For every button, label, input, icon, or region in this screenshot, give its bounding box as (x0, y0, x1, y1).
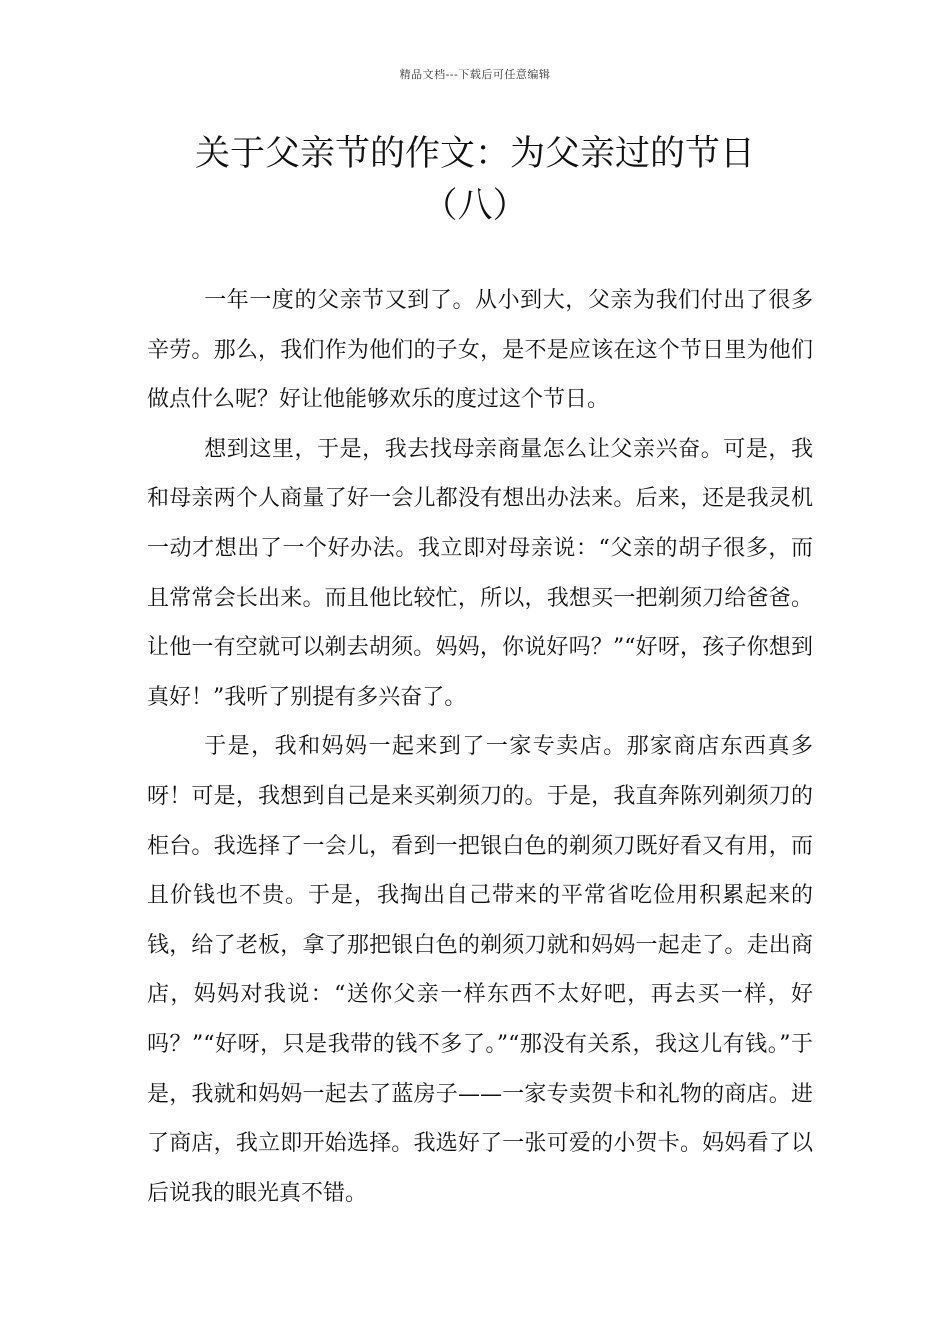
document-title (100, 128, 850, 232)
header-note: 精品文档---下载后可任意编辑 (399, 68, 551, 81)
paragraph-1: 一年一度的父亲节又到了。从小到大，父亲为我们付出了很多辛劳。那么，我们作为他们的子女，是不是应该在这个节日里为他们做点什么呢？好让他能够欢乐的度过这个节日。 (147, 288, 813, 413)
title-line-2: （八） (422, 186, 528, 226)
paragraph-3: 于是，我和妈妈一起来到了一家专卖店。那家商店东西真多呀！可是，我想到自己是来买剃须刀的。于是，我直奔陈列剃须刀的柜台。我选择了一会儿，看到一把银白色的剃须刀既好看又有用，而且价钱也不贵。于是，我掏出自己带来的平常省吃俭用积累起来的钱，给了老板，拿了那把银白色的剃须刀就和妈妈一起走了。走出商店，妈妈对我说：“送你父亲一样东西不太好吧，再去买一样，好吗？”“好呀，只是我带的钱不多了。”“那没有关系，我这儿有钱。”于是，我就和妈妈一起去了蓝房子——一家专卖贺卡和礼物的商店。进了商店，我立即开始选择。我选好了一张可爱的小贺卡。妈妈看了以后说我的眼光真不错。 (147, 734, 813, 1206)
document-body (147, 276, 813, 1218)
title-line-1: 关于父亲节的作文：为父亲过的节日 (194, 134, 755, 174)
paragraph-2: 想到这里，于是，我去找母亲商量怎么让父亲兴奋。可是，我和母亲两个人商量了好一会儿都没有想出办法来。后来，还是我灵机一动才想出了一个好办法。我立即对母亲说：“父亲的胡子很多，而且常常会长出来。而且他比较忙，所以，我想买一把剃须刀给爸爸。让他一有空就可以剃去胡须。妈妈，你说好吗？”“好呀，孩子你想到真好！”我听了别提有多兴奋了。 (147, 436, 813, 710)
